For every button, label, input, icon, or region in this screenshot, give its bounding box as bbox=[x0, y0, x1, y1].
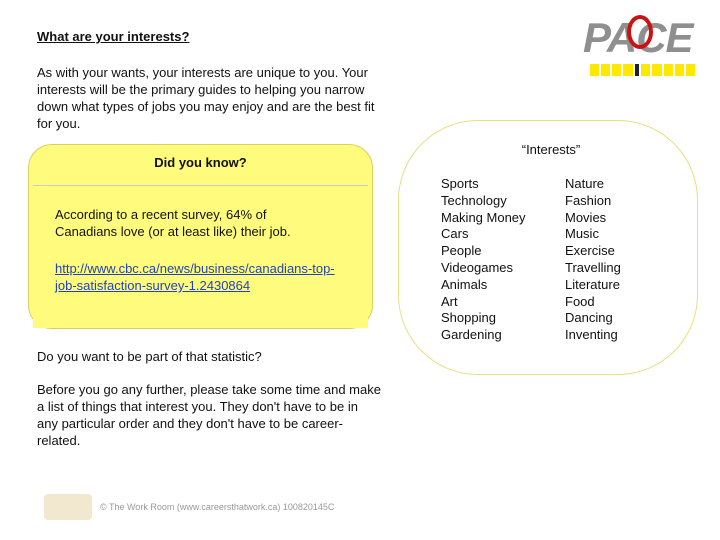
interest-item: Shopping bbox=[441, 310, 496, 326]
interest-item: Videogames bbox=[441, 259, 514, 275]
did-you-know-title: Did you know? bbox=[154, 155, 247, 170]
interests-column-2 bbox=[565, 176, 621, 344]
interest-item: Nature bbox=[565, 176, 605, 191]
statistic-question: Do you want to be part of that statistic? bbox=[37, 349, 262, 364]
interest-item: Movies bbox=[565, 209, 607, 225]
interest-item: Animals bbox=[441, 276, 488, 292]
page-title: What are your interests? bbox=[37, 29, 190, 44]
copyright-text: © The Work Room (www.careersthatwork.ca) 100820145C bbox=[100, 502, 335, 512]
interest-item: Gardening bbox=[441, 327, 502, 343]
logo-ring-icon bbox=[627, 15, 653, 49]
interests-column-1 bbox=[441, 176, 526, 344]
interest-item: Exercise bbox=[565, 243, 615, 259]
interest-item: Making Money bbox=[441, 209, 526, 225]
intro-paragraph: As with your wants, your interests are unique to you. Your interests will be the primary guides to helping you narrow down what types of jobs you may enjoy and are the best fit for you. bbox=[37, 65, 375, 131]
interest-item: Fashion bbox=[565, 192, 612, 208]
logo-wordmark: PACE bbox=[583, 14, 693, 61]
cbc-article-link[interactable]: http://www.cbc.ca/news/business/canadians-top-job-satisfaction-survey-1.2430864 bbox=[55, 261, 335, 293]
interest-item: People bbox=[441, 243, 482, 259]
survey-fact: According to a recent survey, 64% of Canadians love (or at least like) their job. bbox=[55, 207, 291, 239]
interest-item: Art bbox=[441, 293, 458, 309]
interest-item: Sports bbox=[441, 176, 479, 191]
work-room-logo bbox=[44, 494, 92, 520]
pace-logo bbox=[580, 12, 705, 78]
footer bbox=[44, 493, 364, 521]
interest-item: Technology bbox=[441, 192, 507, 208]
interest-item: Inventing bbox=[565, 327, 618, 343]
interests-title: “Interests” bbox=[521, 142, 581, 157]
interest-item: Food bbox=[565, 293, 595, 309]
logo-bar bbox=[590, 64, 695, 76]
instruction-paragraph: Before you go any further, please take some time and make a list of things that interest you. They don't have to be in any particular order and they don't have to be career-related. bbox=[37, 382, 381, 448]
interest-item: Travelling bbox=[565, 259, 621, 275]
interest-item: Dancing bbox=[565, 310, 613, 326]
interest-item: Music bbox=[565, 226, 599, 242]
interest-item: Literature bbox=[565, 276, 620, 292]
interest-item: Cars bbox=[441, 226, 469, 242]
